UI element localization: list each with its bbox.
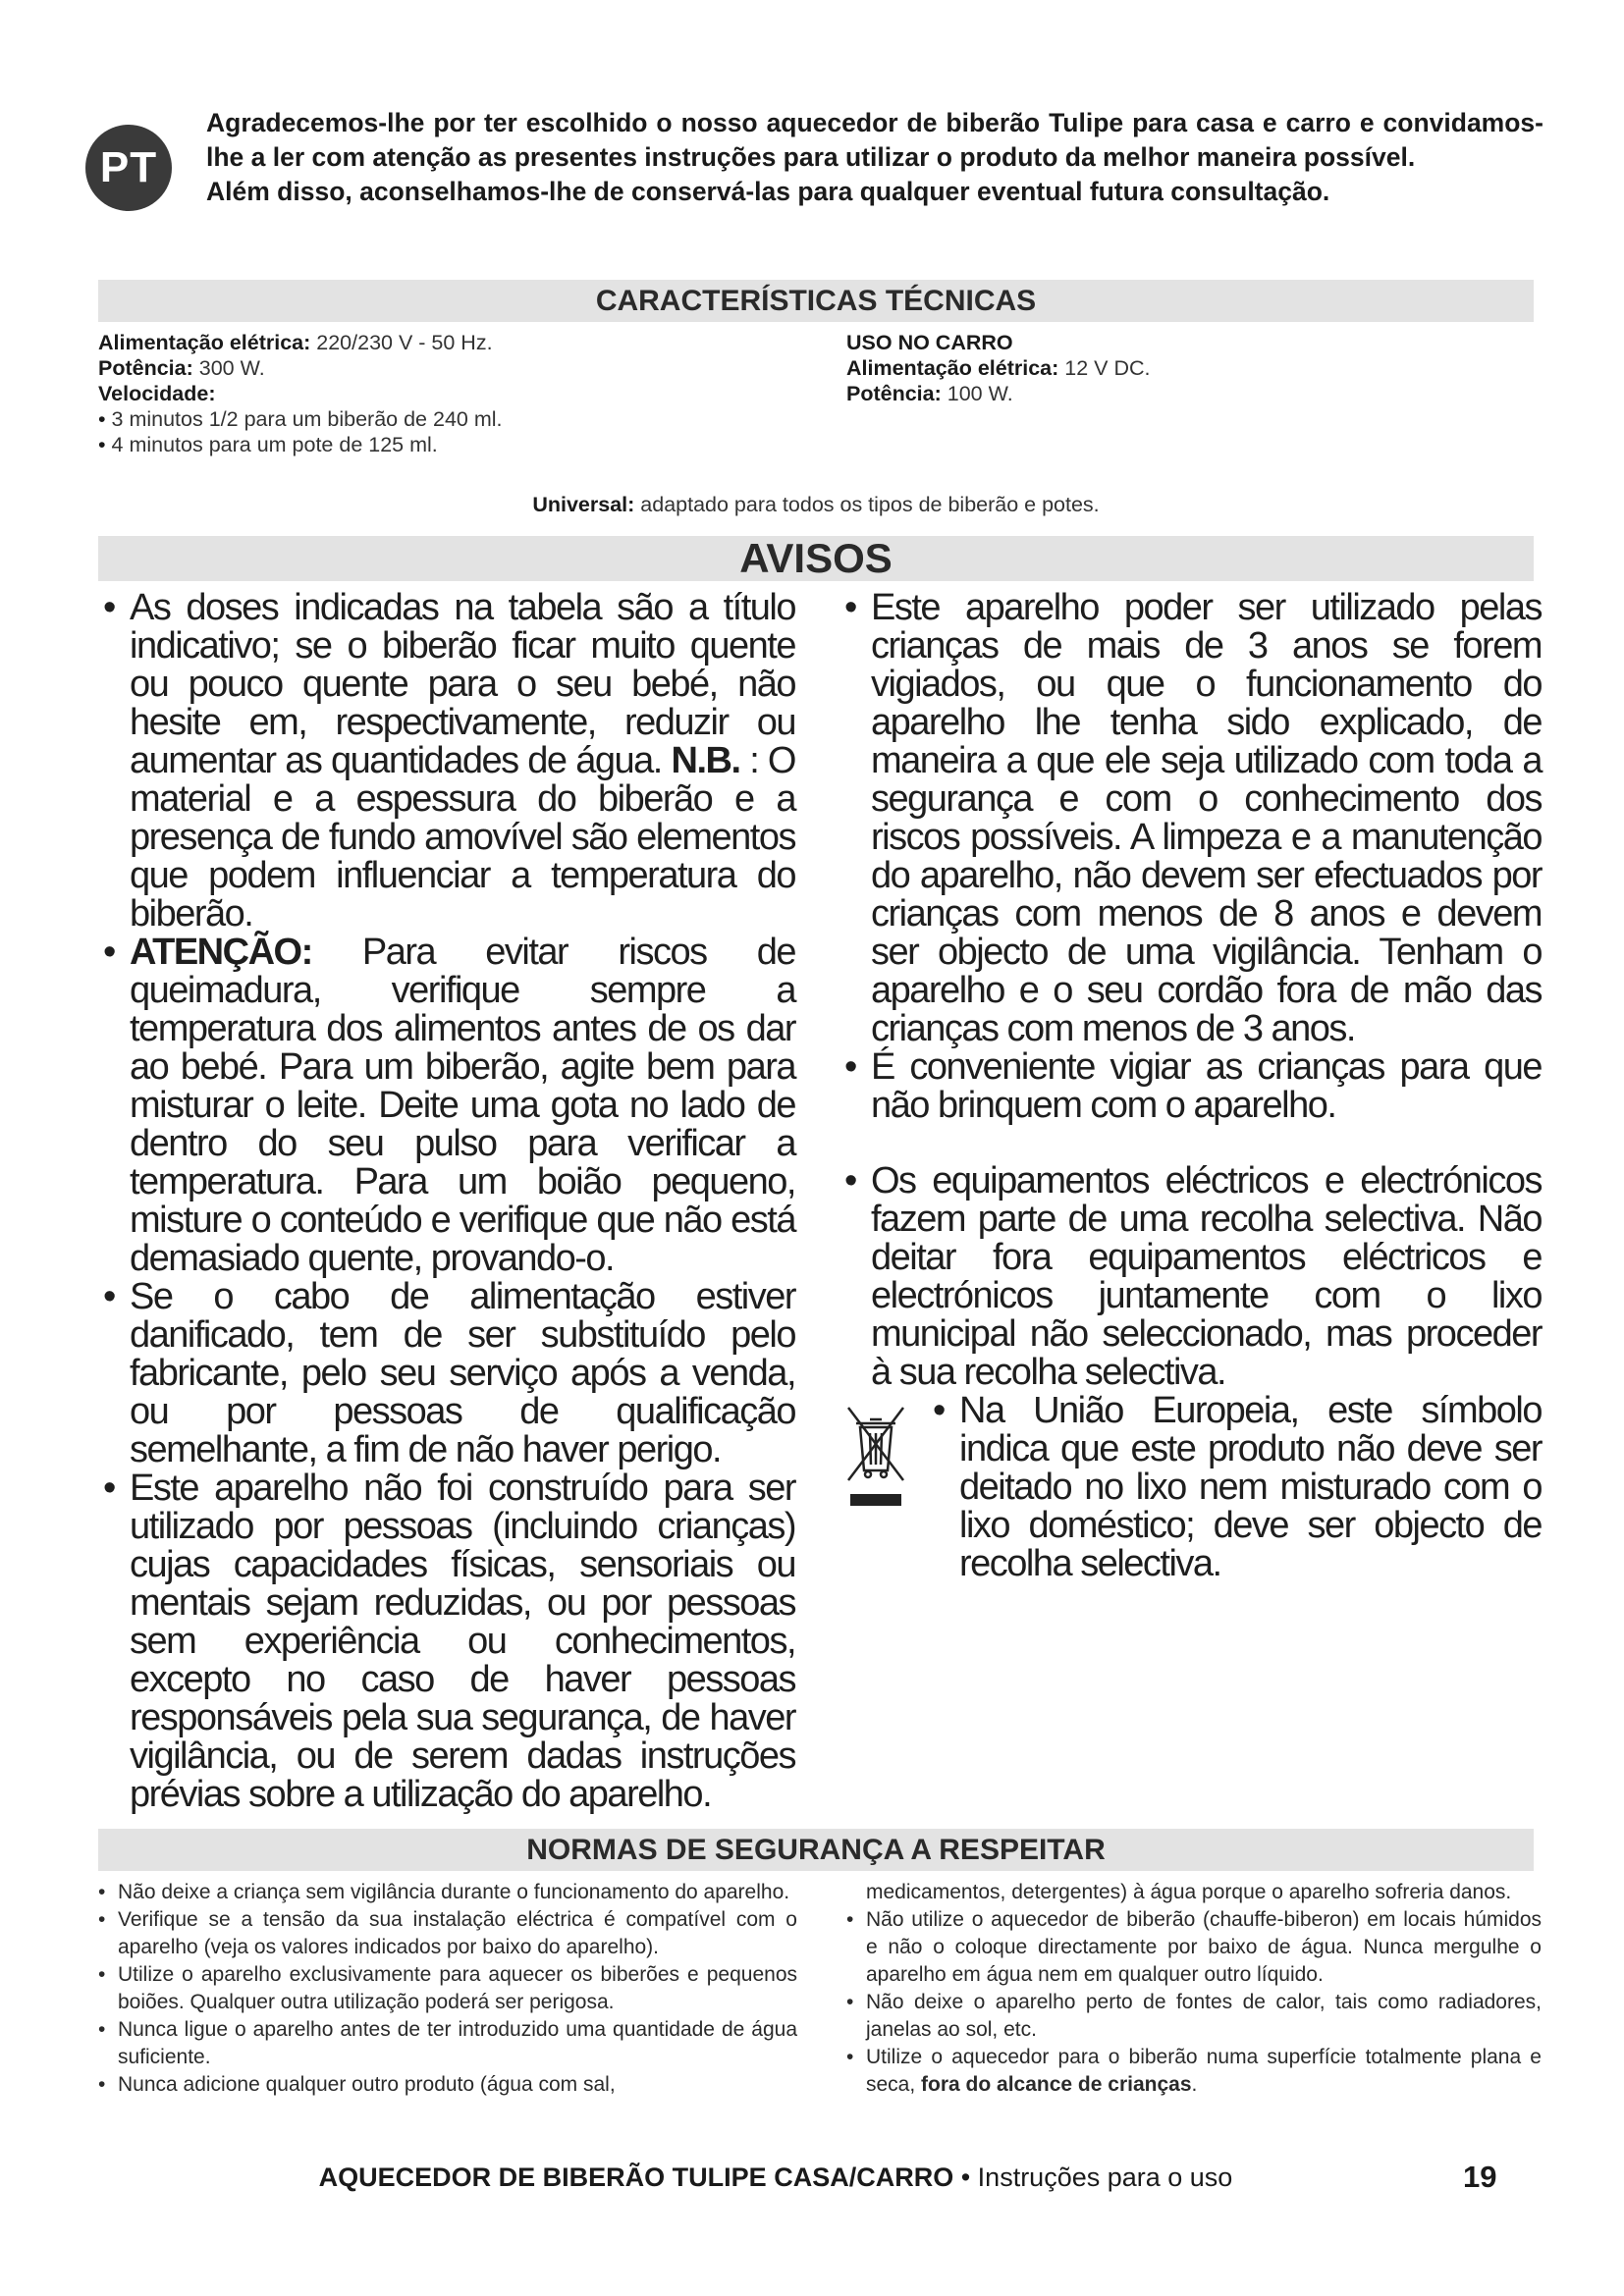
crossed-out-wheelie-bin-icon	[844, 1402, 907, 1525]
car-power: Potência: 100 W.	[846, 382, 1013, 405]
warning-item: • Se o cabo de alimentação estiver danificado, tem de ser substituído pelo fabricante, pelo seu serviço após a venda, ou por pessoas de qualificação semelhante, a fim de não haver perigo.	[103, 1278, 795, 1469]
safety-rule: • Nunca adicione qualquer outro produto (água com sal,	[98, 2071, 797, 2099]
warning-item: • Este aparelho poder ser utilizado pelas crianças de mais de 3 anos se forem vigiados, ou que o funcionamento do aparelho lhe tenha sido explicado, de maneira a que ele seja utilizado com toda a segurança e com o conhecimento dos riscos possíveis. A limpeza e a manutenção do aparelho, não devem ser efectuados por crianças com menos de 8 anos e devem ser objecto de uma vigilância. Tenham o aparelho e o seu cordão fora de mão das crianças com menos de 3 anos.	[844, 589, 1542, 1048]
normas-left-column	[98, 1879, 797, 2099]
safety-rule: • Não deixe a criança sem vigilância durante o funcionamento do aparelho.	[98, 1879, 797, 1906]
safety-rule: • Utilize o aquecedor para o biberão numa superfície totalmente plana e seca, fora do alcance de crianças.	[846, 2044, 1542, 2099]
safety-rule: • Nunca ligue o aparelho antes de ter introduzido uma quantidade de água suficiente.	[98, 2016, 797, 2071]
safety-rule: • Utilize o aparelho exclusivamente para aquecer os biberões e pequenos boiões. Qualquer outra utilização poderá ser perigosa.	[98, 1961, 797, 2016]
warning-item: • As doses indicadas na tabela são a título indicativo; se o biberão ficar muito quente ou pouco quente para o seu bebé, não hesite em, respectivamente, reduzir ou aumentar as quantidades de água. N.B. : O material e a espessura do biberão e a presença de fundo amovível são elementos que podem influenciar a temperatura do biberão.	[103, 589, 795, 934]
intro-text	[206, 106, 1543, 209]
normas-heading: NORMAS DE SEGURANÇA A RESPEITAR	[98, 1829, 1534, 1871]
safety-rule: • Não deixe o aparelho perto de fontes de calor, tais como radiadores, janelas ao sol, etc.	[846, 1989, 1542, 2044]
car-heading: USO NO CARRO	[846, 331, 1013, 354]
safety-rule: • Não utilize o aquecedor de biberão (chauffe-biberon) em locais húmidos e não o coloque directamente por baixo de água. Nunca mergulhe o aparelho em água nem em qualquer outro líquido.	[846, 1906, 1542, 1989]
avisos-left-column	[103, 589, 795, 1814]
warning-item: • Este aparelho não foi construído para ser utilizado por pessoas (incluindo crianças) cujas capacidades físicas, sensoriais ou mentais sejam reduzidas, ou por pessoas sem experiência ou conhecimentos, excepto no caso de haver pessoas responsáveis pela sua segurança, de haver vigilância, ou de serem dadas instruções prévias sobre a utilização do aparelho.	[103, 1469, 795, 1814]
language-badge: PT	[85, 125, 172, 211]
avisos-right-column	[844, 589, 1542, 1583]
tech-specs-car	[846, 330, 1435, 406]
spec-power: Potência: 300 W.	[98, 356, 265, 380]
warning-item: • Na União Europeia, este símbolo indica que este produto não deve ser deitado no lixo nem misturado com o lixo doméstico; deve ser objecto de recolha selectiva.	[933, 1392, 1542, 1583]
warning-item: • Os equipamentos eléctricos e electrónicos fazem parte de uma recolha selectiva. Não deitar fora equipamentos eléctricos e electrónicos juntamente com o lixo municipal não seleccionado, mas proceder à sua recolha selectiva.	[844, 1162, 1542, 1392]
speed-list	[98, 406, 805, 457]
intro-line-1: Agradecemos-lhe por ter escolhido o nosso aquecedor de biberão Tulipe para casa e carro e convidamos-lhe a ler com atenção as presentes instruções para utilizar o produto da melhor maneira possível.	[206, 108, 1543, 172]
normas-right-column	[846, 1879, 1542, 2099]
page-number: 19	[1463, 2160, 1497, 2194]
spec-power-supply: Alimentação elétrica: 220/230 V - 50 Hz.	[98, 331, 493, 354]
warning-item: • ATENÇÃO: Para evitar riscos de queimadura, verifique sempre a temperatura dos alimentos antes de os dar ao bebé. Para um biberão, agite bem para misturar o leite. Deite uma gota no lado de dentro do seu pulso para verificar a temperatura. Para um boião pequeno, misture o conteúdo e verifique que não está demasiado quente, provando-o.	[103, 934, 795, 1278]
intro-line-2: Além disso, aconselhamos-lhe de conservá-las para qualquer eventual futura consultação.	[206, 177, 1330, 206]
spec-speed-label: Velocidade:	[98, 382, 216, 405]
avisos-heading: AVISOS	[98, 536, 1534, 581]
safety-rule: • Verifique se a tensão da sua instalação eléctrica é compatível com o aparelho (veja os valores indicados por baixo do aparelho).	[98, 1906, 797, 1961]
tech-specs-home	[98, 330, 805, 457]
speed-item: • 4 minutos para um pote de 125 ml.	[98, 433, 438, 456]
weee-notice	[844, 1392, 1542, 1583]
footer: AQUECEDOR DE BIBERÃO TULIPE CASA/CARRO • Instruções para o uso	[318, 2163, 1233, 2192]
car-power-supply: Alimentação elétrica: 12 V DC.	[846, 356, 1151, 380]
warning-item: • É conveniente vigiar as crianças para que não brinquem com o aparelho.	[844, 1048, 1542, 1125]
speed-item: • 3 minutos 1/2 para um biberão de 240 ml.	[98, 407, 503, 431]
safety-rule-continuation: medicamentos, detergentes) à água porque o aparelho sofreria danos.	[866, 1881, 1512, 1903]
tech-heading: CARACTERÍSTICAS TÉCNICAS	[98, 280, 1534, 322]
universal-note: Universal: adaptado para todos os tipos de biberão e potes.	[532, 493, 1100, 516]
